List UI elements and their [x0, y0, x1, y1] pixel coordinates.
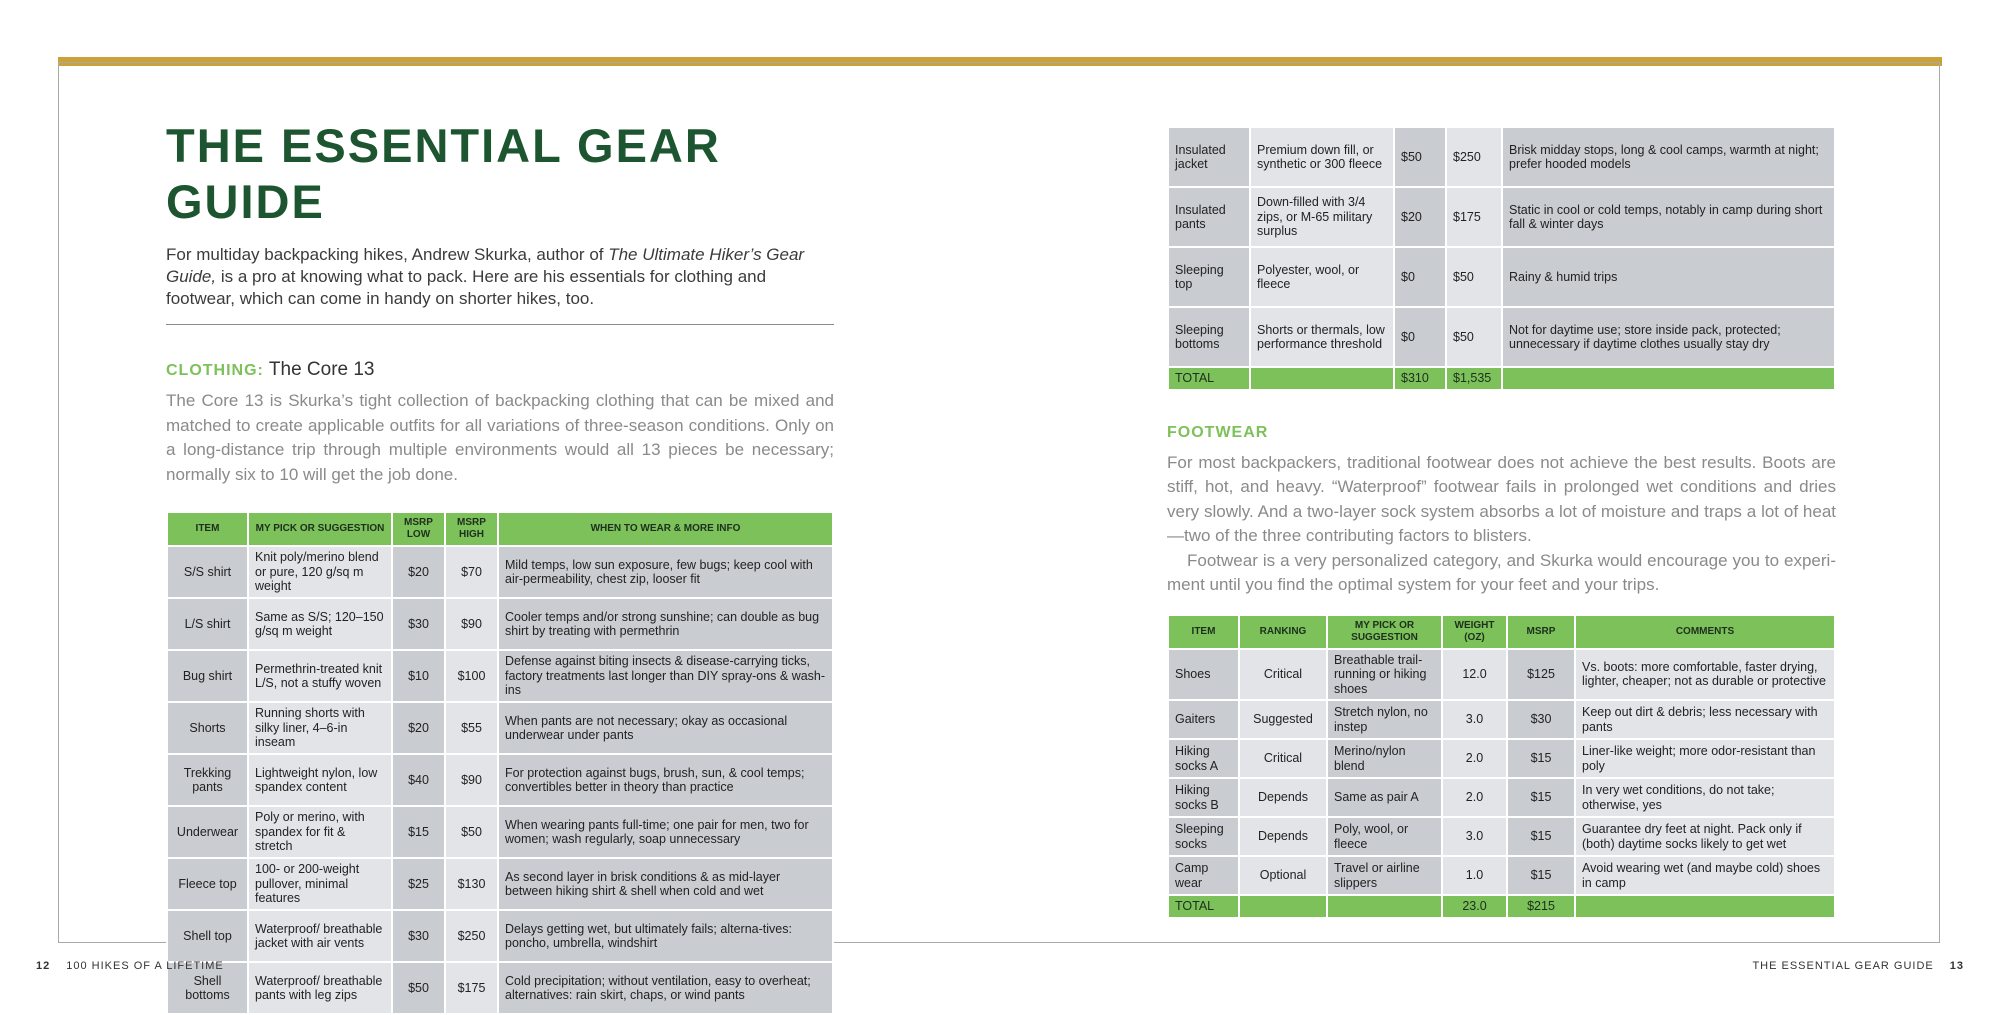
footwear-row-cell: Vs. boots: more comfortable, faster drying, lighter, cheaper; not as durable or protective [1575, 649, 1835, 701]
footwear-row-cell: Hiking socks B [1168, 778, 1239, 817]
clothing-header-cell: WHEN TO WEAR & MORE INFO [498, 512, 833, 546]
clothing-row-cell: $70 [445, 546, 498, 598]
footwear-row-cell: Camp wear [1168, 856, 1239, 895]
footwear-row-cell: Breathable trail-running or hiking shoes [1327, 649, 1442, 701]
footwear-row-cell: Poly, wool, or fleece [1327, 817, 1442, 856]
clothing-row-cell: $250 [445, 910, 498, 962]
clothing-continued-row [1168, 127, 1835, 187]
footwear-row-cell: $30 [1507, 700, 1575, 739]
footwear-row-cell: $15 [1507, 856, 1575, 895]
clothing-header-cell: ITEM [167, 512, 248, 546]
clothing-continued-row-cell: $0 [1394, 307, 1446, 367]
intro-text-end: is a pro at knowing what to pack. Here are his essentials for clothing and footwear, which can come in handy on shorter hikes, too. [166, 267, 767, 308]
clothing-heading [166, 357, 834, 383]
clothing-row-cell: Knit poly/merino blend or pure, 120 g/sq m weight [248, 546, 392, 598]
footwear-row-cell: 12.0 [1442, 649, 1507, 701]
total-spacer [1575, 895, 1835, 918]
clothing-row-cell: $25 [392, 858, 445, 910]
footwear-row [1168, 649, 1835, 701]
clothing-row-cell: $10 [392, 650, 445, 702]
clothing-continued-row-cell: Premium down fill, or synthetic or 300 fleece [1250, 127, 1394, 187]
clothing-row-cell: 100- or 200-weight pullover, minimal features [248, 858, 392, 910]
clothing-row-cell: Fleece top [167, 858, 248, 910]
intro-text-start: For multiday backpacking hikes, Andrew Skurka, author of [166, 245, 609, 264]
footwear-header-row [1168, 615, 1835, 649]
clothing-label: CLOTHING: [166, 362, 264, 379]
clothing-table [166, 511, 834, 1015]
footwear-row-cell: Critical [1239, 739, 1327, 778]
clothing-row-cell: For protection against bugs, brush, sun, & cool temps; convertibles better in theory than practice [498, 754, 833, 806]
footwear-header-cell: WEIGHT (OZ) [1442, 615, 1507, 649]
clothing-row-cell: Mild temps, low sun exposure, few bugs; keep cool with air-permeability, chest zip, looser fit [498, 546, 833, 598]
clothing-row-cell: When wearing pants full-time; one pair for men, two for women; wash regularly, soap unnecessary [498, 806, 833, 858]
clothing-row-cell: $130 [445, 858, 498, 910]
clothing-subtitle: The Core 13 [268, 359, 375, 380]
clothing-row-cell: Waterproof/ breathable jacket with air vents [248, 910, 392, 962]
clothing-continued-row-cell: Not for daytime use; store inside pack, protected; unnecessary if daytime clothes usually stay dry [1502, 307, 1835, 367]
clothing-continued-row-cell: Polyester, wool, or fleece [1250, 247, 1394, 307]
chapter-name: THE ESSENTIAL GEAR GUIDE [1752, 960, 1934, 972]
total-spacer [1239, 895, 1327, 918]
footwear-row-cell: In very wet conditions, do not take; otherwise, yes [1575, 778, 1835, 817]
footwear-header-cell: MY PICK OR SUGGESTION [1327, 615, 1442, 649]
clothing-row-cell: Poly or merino, with spandex for fit & stretch [248, 806, 392, 858]
clothing-row-cell: Cooler temps and/or strong sunshine; can double as bug shirt by treating with permethrin [498, 598, 833, 650]
clothing-row [167, 702, 833, 754]
clothing-continued-row-cell: Insulated pants [1168, 187, 1250, 247]
clothing-continued-row-cell: $50 [1446, 307, 1502, 367]
clothing-continued-row-cell: Brisk midday stops, long & cool camps, warmth at night; prefer hooded models [1502, 127, 1835, 187]
footwear-row-cell: Hiking socks A [1168, 739, 1239, 778]
clothing-row [167, 754, 833, 806]
clothing-continued-row-cell: $50 [1394, 127, 1446, 187]
footwear-row-cell: Shoes [1168, 649, 1239, 701]
clothing-row-cell: Waterproof/ breathable pants with leg zips [248, 962, 392, 1014]
clothing-header-cell: MSRP LOW [392, 512, 445, 546]
page-number: 12 [36, 960, 51, 972]
clothing-row-cell: $40 [392, 754, 445, 806]
footwear-row-cell: Travel or airline slippers [1327, 856, 1442, 895]
clothing-row-cell: $20 [392, 702, 445, 754]
footwear-row-cell: 3.0 [1442, 817, 1507, 856]
clothing-row [167, 806, 833, 858]
intro-paragraph [166, 244, 834, 310]
footwear-row-cell: $125 [1507, 649, 1575, 701]
footwear-header-cell: ITEM [1168, 615, 1239, 649]
footwear-header-cell: RANKING [1239, 615, 1327, 649]
clothing-row-cell: $50 [392, 962, 445, 1014]
clothing-continued-row-cell: $0 [1394, 247, 1446, 307]
intro-divider [166, 324, 834, 325]
clothing-row-cell: $30 [392, 910, 445, 962]
clothing-continued-row [1168, 307, 1835, 367]
clothing-continued-row [1168, 187, 1835, 247]
right-page [1167, 126, 1836, 919]
clothing-row-cell: Shorts [167, 702, 248, 754]
clothing-header-cell: MY PICK OR SUGGESTION [248, 512, 392, 546]
footwear-row-cell: 2.0 [1442, 778, 1507, 817]
clothing-row [167, 598, 833, 650]
clothing-row-cell: Underwear [167, 806, 248, 858]
footwear-row-cell: Optional [1239, 856, 1327, 895]
footwear-row-cell: Sleeping socks [1168, 817, 1239, 856]
book-name: 100 HIKES OF A LIFETIME [66, 960, 224, 972]
clothing-row [167, 910, 833, 962]
footwear-body: For most backpackers, traditional footwear does not achieve the best results. Boots are stiff, hot, and heavy. “Waterproof” footwear fails in prolonged wet conditions and dries very slowly. And a two-layer sock system absorbs a lot of moisture and traps a lot of heat—two of the three contributing factors to blisters. [1167, 452, 1836, 545]
footwear-row-cell: 2.0 [1442, 739, 1507, 778]
clothing-row-cell: Defense against biting insects & disease-carrying ticks, factory treatments last longer than DIY spray-ons & wash-ins [498, 650, 833, 702]
clothing-continued-row-cell: Static in cool or cold temps, notably in camp during short fall & winter days [1502, 187, 1835, 247]
clothing-row-cell: $55 [445, 702, 498, 754]
footwear-label: FOOTWEAR [1167, 423, 1269, 441]
footwear-row-cell: Same as pair A [1327, 778, 1442, 817]
total-spacer [1327, 895, 1442, 918]
clothing-row-cell: Running shorts with silky liner, 4–6-in inseam [248, 702, 392, 754]
clothing-row-cell: $90 [445, 598, 498, 650]
page-title: THE ESSENTIAL GEAR GUIDE [166, 119, 721, 228]
clothing-row-cell: Shell top [167, 910, 248, 962]
clothing-row-cell: $15 [392, 806, 445, 858]
clothing-row-cell: $20 [392, 546, 445, 598]
footwear-row-cell: Suggested [1239, 700, 1327, 739]
footwear-row-cell: 1.0 [1442, 856, 1507, 895]
clothing-continued-row-cell: $50 [1446, 247, 1502, 307]
clothing-continued-row-cell: Sleeping bottoms [1168, 307, 1250, 367]
footwear-row [1168, 739, 1835, 778]
footwear-row [1168, 856, 1835, 895]
clothing-row-cell: Bug shirt [167, 650, 248, 702]
footwear-row [1168, 817, 1835, 856]
footwear-row-cell: Depends [1239, 817, 1327, 856]
clothing-continued-row-cell: $250 [1446, 127, 1502, 187]
footwear-row-cell: Avoid wearing wet (and maybe cold) shoes in camp [1575, 856, 1835, 895]
footwear-row [1168, 778, 1835, 817]
clothing-row-cell: $50 [445, 806, 498, 858]
footwear-row-cell: Merino/nylon blend [1327, 739, 1442, 778]
clothing-continued-row-cell: Rainy & humid trips [1502, 247, 1835, 307]
footwear-body-2: Footwear is a very personalized category, and Skurka would encourage you to experi-ment until you find the optimal system for your feet and your trips. [1167, 550, 1836, 594]
footwear-row-cell: Stretch nylon, no instep [1327, 700, 1442, 739]
clothing-continued-table [1167, 126, 1836, 391]
footer-left [36, 960, 224, 972]
clothing-continued-row-cell: Shorts or thermals, low performance threshold [1250, 307, 1394, 367]
footwear-row-cell: Liner-like weight; more odor-resistant than poly [1575, 739, 1835, 778]
clothing-continued-row-cell: Insulated jacket [1168, 127, 1250, 187]
footwear-header-cell: MSRP [1507, 615, 1575, 649]
clothing-row-cell: As second layer in brisk conditions & as mid-layer between hiking shirt & shell when cold and wet [498, 858, 833, 910]
clothing-header-cell: MSRP HIGH [445, 512, 498, 546]
footwear-row [1168, 700, 1835, 739]
total-label: TOTAL [1168, 895, 1239, 918]
total-label: TOTAL [1168, 367, 1250, 390]
clothing-row-cell: Trekking pants [167, 754, 248, 806]
footwear-rows [1168, 649, 1835, 896]
footwear-row-cell: Guarantee dry feet at night. Pack only if (both) daytime socks likely to get wet [1575, 817, 1835, 856]
clothing-row-cell: S/S shirt [167, 546, 248, 598]
clothing-continued-row-cell: Sleeping top [1168, 247, 1250, 307]
clothing-row-cell: $100 [445, 650, 498, 702]
clothing-row-cell: Shell bottoms [167, 962, 248, 1014]
total-spacer [1250, 367, 1394, 390]
footwear-total-row [1168, 895, 1835, 918]
clothing-continued-row-cell: $20 [1394, 187, 1446, 247]
footwear-row-cell: $15 [1507, 778, 1575, 817]
clothing-continued-row-cell: $175 [1446, 187, 1502, 247]
clothing-row [167, 962, 833, 1014]
clothing-total-row [1168, 367, 1835, 390]
clothing-continued-row-cell: Down-filled with 3/4 zips, or M-65 military surplus [1250, 187, 1394, 247]
total-msrp: $215 [1507, 895, 1575, 918]
book-title: The Ultimate Hiker’s Gear Guide, [166, 245, 805, 286]
clothing-row-cell: $175 [445, 962, 498, 1014]
clothing-header-row [167, 512, 833, 546]
clothing-row [167, 858, 833, 910]
clothing-row-cell: $30 [392, 598, 445, 650]
clothing-body: The Core 13 is Skurka’s tight collection of backpacking clothing that can be mixed and matched to create applicable outfits for all variations of three-season conditions. Only on a long-distance trip through multiple environments would all 13 pieces be necessary; normally six to 10 will get the job done. [166, 391, 834, 484]
clothing-row-cell: Permethrin-treated knit L/S, not a stuffy woven [248, 650, 392, 702]
footer-right [1752, 960, 1964, 972]
footwear-header-cell: COMMENTS [1575, 615, 1835, 649]
clothing-row-cell: Delays getting wet, but ultimately fails; alterna-tives: poncho, umbrella, windshirt [498, 910, 833, 962]
clothing-row [167, 546, 833, 598]
footwear-row-cell: 3.0 [1442, 700, 1507, 739]
clothing-row-cell: Same as S/S; 120–150 g/sq m weight [248, 598, 392, 650]
clothing-continued-rows [1168, 127, 1835, 367]
total-spacer [1502, 367, 1835, 390]
footwear-row-cell: Keep out dirt & debris; less necessary with pants [1575, 700, 1835, 739]
footwear-row-cell: $15 [1507, 817, 1575, 856]
clothing-rows [167, 546, 833, 1014]
clothing-row-cell: When pants are not necessary; okay as occasional underwear under pants [498, 702, 833, 754]
clothing-row-cell: Cold precipitation; without ventilation, easy to overheat; alternatives: rain skirt, chaps, or wind pants [498, 962, 833, 1014]
total-msrp-high: $1,535 [1446, 367, 1502, 390]
clothing-row-cell: $90 [445, 754, 498, 806]
clothing-row-cell: Lightweight nylon, low spandex content [248, 754, 392, 806]
footwear-row-cell: Critical [1239, 649, 1327, 701]
clothing-row [167, 650, 833, 702]
total-weight: 23.0 [1442, 895, 1507, 918]
clothing-continued-row [1168, 247, 1835, 307]
total-msrp-low: $310 [1394, 367, 1446, 390]
clothing-row-cell: L/S shirt [167, 598, 248, 650]
footwear-row-cell: Depends [1239, 778, 1327, 817]
left-page [166, 118, 834, 1015]
footwear-row-cell: Gaiters [1168, 700, 1239, 739]
page-number: 13 [1949, 960, 1964, 972]
footwear-heading [1167, 419, 1836, 445]
footwear-row-cell: $15 [1507, 739, 1575, 778]
footwear-table [1167, 614, 1836, 919]
